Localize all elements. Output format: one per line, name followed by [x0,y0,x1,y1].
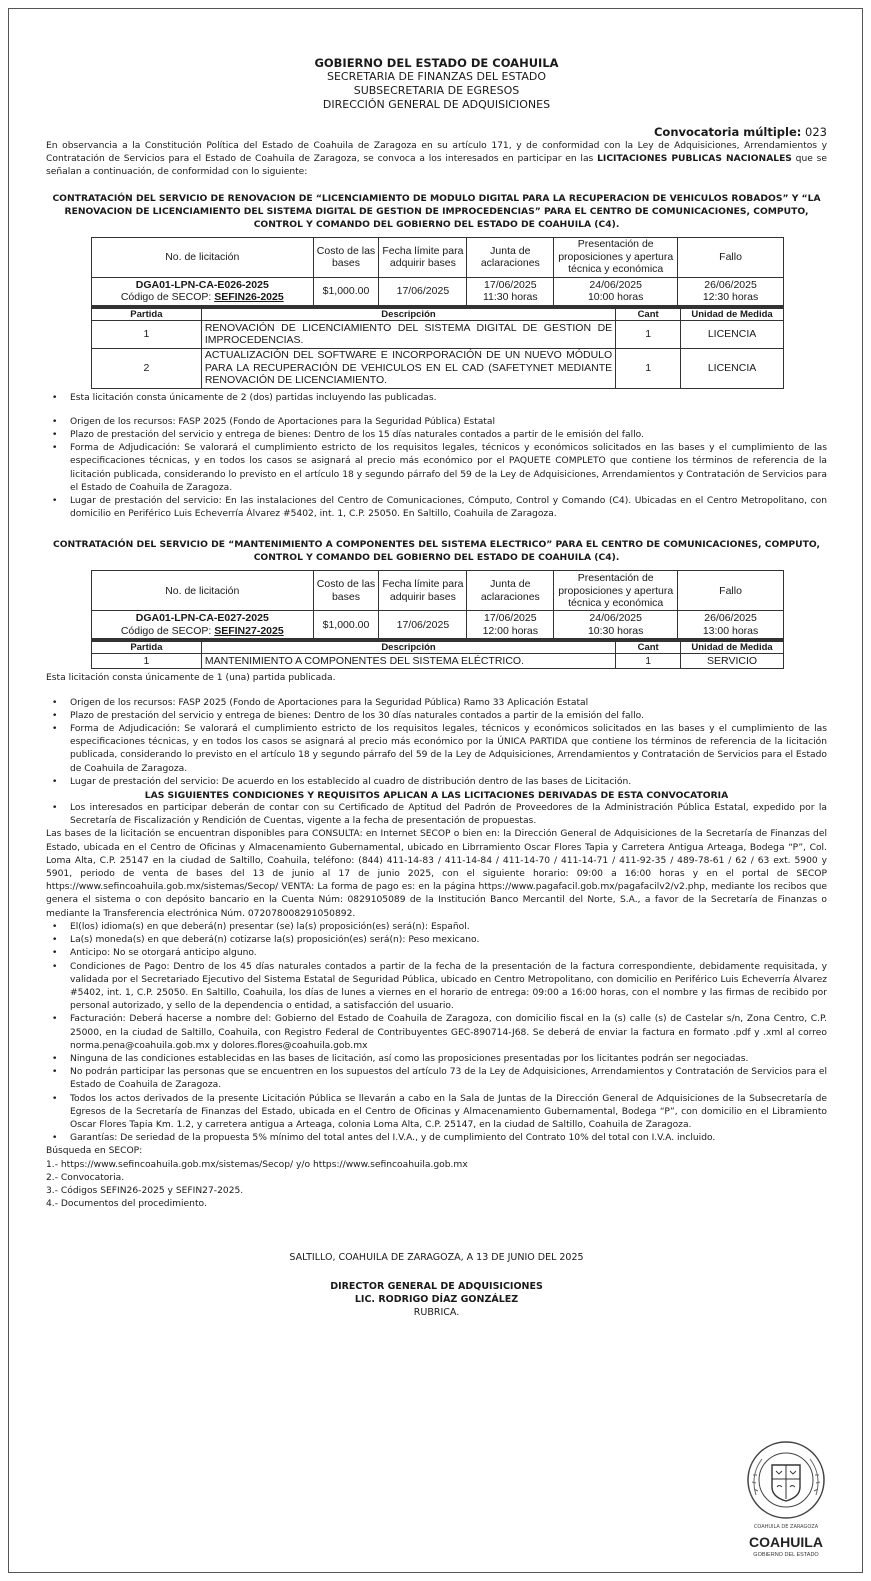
header-gobierno: GOBIERNO DEL ESTADO DE COAHUILA [314,56,559,70]
conditions-bullet: • Ninguna de las condiciones establecidas en las bases de licitación, así como las proposiciones presentadas por los licitantes podrán ser negociadas. [46,1053,827,1066]
lic1-fecha: 17/06/2025 [379,277,467,305]
lic1-schedule-table [91,237,784,306]
lic1-fallo: 26/06/2025 12:30 horas [678,277,784,305]
busqueda-item: 1.- https://www.sefincoahuila.gob.mx/sistemas/Secop/ y/o https://www.sefincoahuila.gob.mx [46,1159,468,1170]
lic1-bullet: • Origen de los recursos: FASP 2025 (Fondo de Aportaciones para la Seguridad Pública) Estatal [46,416,827,429]
signer-name: LIC. RODRIGO DÍAZ GONZÁLEZ [354,1294,519,1306]
conditions-bullet: • Garantías: De seriedad de la propuesta 5% mínimo del total antes del I.V.A., y de cumplimiento del Contrato 10% del total con I.V.A. incluido. [46,1132,827,1145]
conditions-bullet: • Facturación: Deberá hacerse a nombre del: Gobierno del Estado de Coahuila de Zaragoza, con domicilio fiscal en la (s) calle (s) de Castelar s/n, Zona Centro, C.P. 25000, en la ciudad de Saltillo, Coahuila, con Registro Federal de Contribuyentes GEC-890714-J68. Se deberá de enviar la factura en formato .pdf y .xml al correo norma.pena@coahuila.gob.mx y dolores.flores@coahuila.gob.mx [46,1013,827,1053]
seal-sub: GOBIERNO DEL ESTADO [753,1552,819,1558]
busqueda-item: 2.- Convocatoria. [46,1172,125,1183]
header-subsecretaria: SUBSECRETARIA DE EGRESOS [353,84,520,97]
lic2-bullet: • Plazo de prestación del servicio y entrega de bienes: Dentro de los 30 días naturales contados a partir de la emisión del fallo. [46,710,827,723]
lic1-presentacion: 24/06/2025 10:00 horas [554,277,678,305]
busqueda-item: 3.- Códigos SEFIN26-2025 y SEFIN27-2025. [46,1185,244,1196]
lic1-junta: 17/06/2025 11:30 horas [467,277,554,305]
place-date: SALTILLO, COAHUILA DE ZARAGOZA, A 13 DE JUNIO DEL 2025 [289,1252,584,1264]
header-direccion: DIRECCIÓN GENERAL DE ADQUISICIONES [322,98,551,111]
lic1-partidas-table: Partida Descripción Cant Unidad de Medida 1 RENOVACIÓN DE LICENCIAMIENTO DEL SISTEMA DIGITAL DE GESTION DE IMPROCEDENCIAS. 1 LICENCIA 2 ACTUALIZACIÓN DEL SOFTWARE E INCORPORACIÓN DE UN NUEVO MÓDULO PARA LA RECUPERACIÓN DE VEHICULOS EN EL CAD (SAFETYNET MEDIANTE RENOVACIÓN DE LICENCIAMIENTO. 1 LICENCIA [91,306,784,389]
lic2-bullet: • Lugar de prestación del servicio: De acuerdo en los establecido al cuadro de distribución dentro de las bases de Licitación. [46,776,827,789]
lic1-costo: $1,000.00 [313,277,379,305]
lic2-fallo: 26/06/2025 13:00 horas [678,611,784,639]
intro-paragraph: En observancia a la Constitución Política del Estado de Coahuila de Zaragoza en su artículo 171, y de conformidad con la Ley de Adquisiciones, Arrendamientos y Contratación de Servicios para el Estado de Coahuila de Zaragoza, se convoca a los interesados en participar en las LICITACIONES PUBLICAS NACIONALES que se señalan a continuación, de conformidad con lo siguiente: [46,141,828,178]
lic1-bullet: • Forma de Adjudicación: Se valorará el cumplimiento estricto de los requisitos legales, técnicos y económicos solicitados en las bases y el cumplimiento de las especificaciones técnicas, y en todos los casos se asignará al precio más económico por el PAQUETE COMPLETO que contiene los términos de referencia de la licitación publicada, considerando lo previsto en el artículo 18 y segundo párrafo del 59 de la Ley de Adquisiciones, Arrendamientos y Contratación de Servicios para el Estado de Coahuila de Zaragoza. [46,442,827,495]
conditions-bases: Las bases de la licitación se encuentran disponibles para CONSULTA: en Internet SECOP o bien en: la Dirección General de Adquisiciones de la Secretaría de Finanzas del Estado, ubicada en el Centro de Oficinas y Almacenamiento Gubernamental, ubicado en Librramiento Oscar Flores Tapia y Carretera Antigua Arteaga, Bodega “P”, Col. Loma Alta, C.P. 25147 en la ciudad de Saltillo, Coahuila, teléfono: (844) 411-14-83 / 411-14-84 / 411-14-70 / 411-14-71 / 411-92-35 / 489-78-61 / 62 / 63 ext. 5900 y 5901, periodo de venta de bases del 13 de junio al 17 de junio 2025, con el siguiente horario: 09:00 a 16:00 horas y en el portal de SECOP https://www.sefincoahuila.gob.mx/sistemas/Secop/ VENTA: La forma de pago es: en la página https://www.pagafacil.gob.mx/pagafacilv2/v2.php, mediante los recibos que genera el sistema o con depósito bancario en la Cuenta Núm: 0829105089 de la Institución Banco Mercantil del Norte, S.A., a favor de la Secretaría de Finanzas o mediante la Transferencia electrónica Núm. 072078008291050892. [46,829,827,919]
th-costo: Costo de las bases [313,237,379,277]
lic2-partidas-table: Partida Descripción Cant Unidad de Medida 1 MANTENIMIENTO A COMPONENTES DEL SISTEMA ELÉCTRICO. 1 SERVICIO [91,639,784,669]
signer-title: DIRECTOR GENERAL DE ADQUISICIONES [330,1281,543,1293]
conditions-bullet: • Condiciones de Pago: Dentro de los 45 días naturales contados a partir de la fecha de la presentación de la factura correspondiente, debidamente requisitada, y validada por el Secretariado Ejecutivo del Sistema Estatal de Seguridad Pública, ubicado en Centro Metropolitano, con domicilio en Periférico Luis Echeverría Álvarez #5402, int. 1, C.P. 25050. En Saltillo, Coahuila, los días de lunes a viernes en el horario de entrega: 09:00 a 16:00 horas, con el nombre y las firmas de recibido por personal autorizado, y sello de la dependencia o entidad, a satisfacción del usuario. [46,961,827,1014]
lic1-numero: DGA01-LPN-CA-E026-2025 Código de SECOP: SEFIN26-2025 [92,277,314,305]
th-presentacion: Presentación de proposiciones y apertura técnica y económica [554,237,678,277]
lic1-bullet: • Lugar de prestación del servicio: En las instalaciones del Centro de Comunicaciones, Cómputo, Control y Comando (C4). Ubicadas en el Centro Metropolitano, con domicilio en Periférico Luis Echeverría Álvarez #5402, int. 1, C.P. 25050. En Saltillo, Coahuila de Zaragoza. [46,495,827,521]
conditions-bullet: • Anticipo: No se otorgará anticipo alguno. [46,947,827,960]
rubrica: RUBRICA. [413,1307,460,1319]
coahuila-seal-logo [742,1435,830,1565]
convocatoria-number: Convocatoria múltiple: 023 [653,125,827,139]
lic1-nota: • Esta licitación consta únicamente de 2 (dos) partidas incluyendo las publicadas. [46,392,827,405]
lic2-junta: 17/06/2025 12:00 horas [467,611,554,639]
lic1-bullet: • Plazo de prestación del servicio y entrega de bienes: Dentro de los 15 días naturales contados a partir de le emisión del fallo. [46,429,827,442]
seal-ring-text: COAHUILA DE ZARAGOZA [753,1524,819,1530]
conditions-bullet: • Los interesados en participar deberán de contar con su Certificado de Aptitud del Padrón de Proveedores de la Administración Pública Estatal, expedido por la Secretaría de Fiscalización y Rendición de Cuentas, vigente a la fecha de presentación de propuestas. [46,802,827,828]
lic2-presentacion: 24/06/2025 10:30 horas [554,611,678,639]
conditions-bullet: • No podrán participar las personas que se encuentren en los supuestos del artículo 73 de la Ley de Adquisiciones, Arrendamientos y Contratación de Servicios para el Estado de Coahuila de Zaragoza. [46,1066,827,1092]
seal-name: COAHUILA [749,1534,823,1550]
lic2-costo: $1,000.00 [313,611,379,639]
th-fallo: Fallo [678,237,784,277]
lic2-nota: Esta licitación consta únicamente de 1 (una) partida publicada. [46,673,336,684]
table-row: 1 RENOVACIÓN DE LICENCIAMIENTO DEL SISTEMA DIGITAL DE GESTION DE IMPROCEDENCIAS. 1 LICENCIA [92,320,784,348]
th-junta: Junta de aclaraciones [467,237,554,277]
conditions-bullet: • El(los) idioma(s) en que deberá(n) presentar (se) la(s) proposición(es) será(n): Español. [46,921,827,934]
lic2-fecha: 17/06/2025 [379,611,467,639]
conditions-bullet: • La(s) moneda(s) en que deberá(n) cotizarse la(s) proposición(es) será(n): Peso mexicano. [46,934,827,947]
lic1-title: CONTRATACIÓN DEL SERVICIO DE RENOVACION DE “LICENCIAMIENTO DE MODULO DIGITAL PARA LA RECUPERACION DE VEHICULOS ROBADOS” Y “LA RENOVACION DE LICENCIAMIENTO DEL SISTEMA DIGITAL DE GESTION DE IMPROCEDENCIAS” PARA EL CENTRO DE COMUNICACIONES, COMPUTO, CONTROL Y COMANDO DEL GOBIERNO DEL ESTADO DE COAHUILA (C4). [52,192,821,230]
th-fecha: Fecha límite para adquirir bases [379,237,467,277]
seal-icon [742,1435,830,1565]
lic2-schedule-table: No. de licitación Costo de las bases Fecha límite para adquirir bases Junta de aclaraciones Presentación de proposiciones y apertura técnica y económica Fallo DGA01-LPN-CA-E027-2025 Código de SECOP: SEFIN27-2025 $1,000.00 17/06/2025 17/06/2025 12:00 horas 24/06/2025 10:30 horas 26/06/2025 13:00 horas [91,570,784,639]
lic2-title: CONTRATACIÓN DEL SERVICIO DE “MANTENIMIENTO A COMPONENTES DEL SISTEMA ELECTRICO” PARA EL CENTRO DE COMUNICACIONES, COMPUTO, CONTROL Y COMANDO DEL GOBIERNO DEL ESTADO DE COAHUILA (C4). [52,539,820,564]
th-numero: No. de licitación [92,237,314,277]
header-secretaria: SECRETARIA DE FINANZAS DEL ESTADO [326,70,546,83]
document-body [46,56,827,1319]
lic2-bullet: • Forma de Adjudicación: Se valorará el cumplimiento estricto de los requisitos legales, técnicos y económicos solicitados en las bases y el cumplimiento de las especificaciones técnicas, y en todos los casos se asignará al precio más económico por la ÚNICA PARTIDA que contiene los términos de referencia de la licitación publicada, considerando lo previsto en el artículo 18 y segundo párrafo del 59 de la Ley de Adquisiciones, Arrendamientos y Contratación de Servicios para el Estado de Coahuila de Zaragoza. [46,723,827,776]
conditions-title: LAS SIGUIENTES CONDICIONES Y REQUISITOS APLICAN A LAS LICITACIONES DERIVADAS DE ESTA CONVOCATORIA [144,790,729,802]
busqueda-label: Búsqueda en SECOP: [46,1146,143,1157]
lic2-numero: DGA01-LPN-CA-E027-2025 Código de SECOP: SEFIN27-2025 [92,611,314,639]
table-row: 2 ACTUALIZACIÓN DEL SOFTWARE E INCORPORACIÓN DE UN NUEVO MÓDULO PARA LA RECUPERACIÓN DE VEHICULOS EN EL CAD (SAFETYNET MEDIANTE RENOVACIÓN DE LICENCIAMIENTO. 1 LICENCIA [92,348,784,388]
busqueda-item: 4.- Documentos del procedimiento. [46,1199,207,1210]
document-header [46,56,827,112]
conditions-bullet: • Todos los actos derivados de la presente Licitación Pública se llevarán a cabo en la Sala de Juntas de la Dirección General de Adquisiciones de la Subsecretaría de Egresos de la Secretaría de Finanzas del Estado, ubicada en el Centro de Oficinas y Almacenamiento Gubernamental, Bodega “P”, con domicilio en el Libramiento Oscar Flores Tapia Km. 1.2, y carretera antigua a Arteaga, colonia Loma Alta, C.P. 25147, en la ciudad de Saltillo, Coahuila de Zaragoza. [46,1093,827,1133]
lic2-bullet: • Origen de los recursos: FASP 2025 (Fondo de Aportaciones para la Seguridad Pública) Ramo 33 Aplicación Estatal [46,697,827,710]
table-row: 1 MANTENIMIENTO A COMPONENTES DEL SISTEMA ELÉCTRICO. 1 SERVICIO [92,654,784,669]
